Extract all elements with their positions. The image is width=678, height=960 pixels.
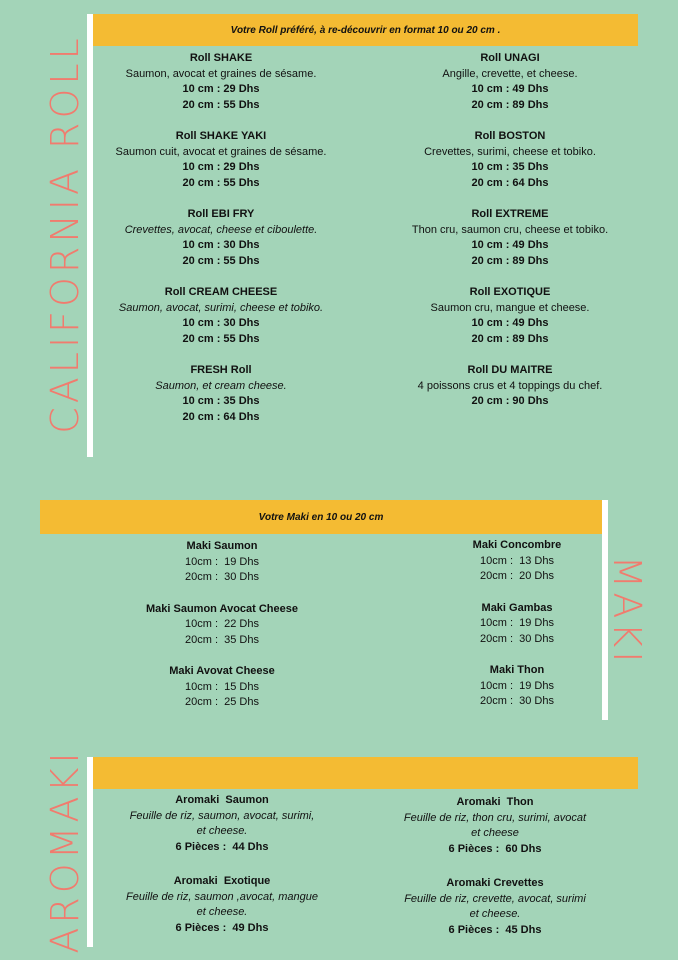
roll-description: 4 poissons crus et 4 toppings du chef.	[417, 379, 603, 392]
aromaki-price: 6 Pièces : 49 Dhs	[175, 921, 269, 934]
aromaki-price: 6 Pièces : 44 Dhs	[175, 840, 269, 853]
roll-description: Crevettes, avocat, cheese et ciboulette.	[124, 223, 318, 236]
roll-price-20cm: 20 cm : 89 Dhs	[471, 332, 549, 345]
roll-name: Roll UNAGI	[480, 52, 540, 64]
roll-name: FRESH Roll	[190, 364, 252, 376]
maki-price-20cm: 20cm : 20 Dhs	[480, 570, 554, 582]
roll-price-20cm: 20 cm : 55 Dhs	[182, 254, 260, 267]
maki-name: Maki Avovat Cheese	[169, 665, 275, 677]
roll-item	[102, 51, 340, 129]
roll-description: Angille, crevette, et cheese.	[442, 67, 578, 80]
maki-right-column	[417, 538, 617, 726]
roll-price-20cm: 20 cm : 55 Dhs	[182, 98, 260, 111]
aromaki-description: Feuille de riz, saumon, avocat, surimi,	[129, 809, 315, 822]
maki-price-20cm: 20cm : 30 Dhs	[480, 632, 554, 645]
aromaki-item	[112, 793, 332, 874]
maki-price-20cm: 20cm : 35 Dhs	[185, 633, 259, 646]
aromaki-left-column	[112, 793, 332, 955]
maki-item	[122, 539, 322, 602]
aromaki-description-cont: et cheese.	[469, 908, 521, 920]
maki-item	[417, 663, 617, 726]
roll-price-10cm: 10 cm : 49 Dhs	[471, 317, 549, 329]
roll-description: Crevettes, surimi, cheese et tobiko.	[424, 145, 596, 158]
aromaki-item	[385, 876, 605, 957]
maki-price-10cm: 10cm : 19 Dhs	[185, 555, 259, 568]
aromaki-description: Feuille de riz, thon cru, surimi, avocat	[403, 811, 587, 824]
roll-name: Roll DU MAITRE	[467, 364, 553, 376]
roll-price-10cm: 10 cm : 29 Dhs	[182, 83, 260, 95]
aromaki-name: Aromaki Exotique	[173, 875, 271, 887]
maki-name: Maki Concombre	[472, 539, 562, 551]
roll-name: Roll EBI FRY	[187, 208, 255, 220]
roll-item	[385, 207, 635, 285]
roll-price-20cm: 20 cm : 89 Dhs	[471, 254, 549, 267]
roll-name: Roll SHAKE	[189, 52, 253, 64]
maki-name: Maki Thon	[489, 664, 545, 676]
aromaki-banner	[93, 757, 638, 789]
roll-name: Roll BOSTON	[474, 130, 546, 142]
maki-price-20cm: 20cm : 30 Dhs	[480, 695, 554, 707]
maki-price-20cm: 20cm : 25 Dhs	[185, 696, 259, 708]
maki-price-10cm: 10cm : 15 Dhs	[185, 680, 259, 693]
maki-price-20cm: 20cm : 30 Dhs	[185, 571, 259, 583]
maki-name: Maki Saumon	[186, 540, 258, 552]
aromaki-price: 6 Pièces : 60 Dhs	[448, 842, 542, 855]
aromaki-price: 6 Pièces : 45 Dhs	[448, 923, 542, 936]
roll-price-20cm: 20 cm : 64 Dhs	[182, 410, 260, 423]
maki-item	[122, 664, 322, 727]
aromaki-name: Aromaki Crevettes	[446, 877, 544, 889]
maki-name: Maki Gambas	[481, 601, 553, 614]
roll-item	[102, 129, 340, 207]
roll-description: Saumon cru, mangue et cheese.	[430, 301, 590, 314]
aromaki-description: Feuille de riz, crevette, avocat, surimi	[404, 892, 586, 905]
roll-price-10cm: 10 cm : 49 Dhs	[471, 83, 549, 95]
aromaki-description-cont: et cheese	[471, 827, 519, 839]
california-banner-text: Votre Roll préféré, à re-découvrir en format 10 ou 20 cm .	[230, 24, 501, 36]
aromaki-right-column	[385, 795, 605, 957]
roll-description: Thon cru, saumon cru, cheese et tobiko.	[411, 223, 609, 236]
maki-banner-text: Votre Maki en 10 ou 20 cm	[258, 511, 384, 523]
aromaki-description: Feuille de riz, saumon ,avocat, mangue	[126, 890, 318, 903]
roll-item	[385, 363, 635, 441]
roll-price-10cm: 10 cm : 35 Dhs	[471, 161, 549, 173]
roll-price-10cm: 10 cm : 35 Dhs	[182, 395, 260, 407]
roll-description: Saumon, et cream cheese.	[155, 379, 287, 392]
roll-item	[102, 363, 340, 441]
california-title: CALIFORNIA ROLL	[43, 34, 87, 434]
maki-left-column	[122, 539, 322, 727]
california-right-column	[385, 51, 635, 441]
maki-item	[417, 601, 617, 664]
maki-title: MAKI	[605, 555, 649, 667]
aromaki-title: AROMAKI	[43, 748, 87, 954]
roll-price-10cm: 10 cm : 29 Dhs	[182, 161, 260, 173]
aromaki-name: Aromaki Saumon	[175, 794, 269, 806]
roll-price-20cm: 20 cm : 64 Dhs	[471, 176, 549, 189]
maki-name: Maki Saumon Avocat Cheese	[145, 602, 298, 615]
california-divider	[87, 14, 93, 457]
roll-price-10cm: 10 cm : 49 Dhs	[471, 239, 549, 251]
roll-item	[385, 285, 635, 363]
maki-price-10cm: 10cm : 19 Dhs	[480, 617, 554, 629]
maki-item	[417, 538, 617, 601]
roll-item	[385, 129, 635, 207]
california-banner	[93, 14, 638, 46]
maki-price-10cm: 10cm : 22 Dhs	[185, 618, 259, 630]
aromaki-name: Aromaki Thon	[456, 796, 534, 808]
maki-price-10cm: 10cm : 19 Dhs	[480, 679, 554, 692]
aromaki-item	[385, 795, 605, 876]
roll-price-10cm: 10 cm : 30 Dhs	[182, 239, 260, 251]
roll-item	[102, 207, 340, 285]
aromaki-description-cont: et cheese.	[196, 906, 248, 918]
aromaki-description-cont: et cheese.	[196, 825, 248, 837]
maki-item	[122, 602, 322, 665]
roll-price-20cm: 20 cm : 55 Dhs	[182, 332, 260, 345]
roll-name: Roll SHAKE YAKI	[175, 130, 267, 142]
roll-item	[385, 51, 635, 129]
roll-description: Saumon, avocat et graines de sésame.	[125, 67, 317, 80]
roll-description: Saumon cuit, avocat et graines de sésame.	[115, 145, 327, 158]
roll-price-10cm: 10 cm : 30 Dhs	[182, 317, 260, 329]
aromaki-item	[112, 874, 332, 955]
roll-name: Roll EXTREME	[471, 208, 549, 220]
roll-name: Roll EXOTIQUE	[469, 286, 551, 298]
maki-price-10cm: 10cm : 13 Dhs	[480, 554, 554, 567]
roll-description: Saumon, avocat, surimi, cheese et tobiko.	[118, 301, 324, 314]
roll-name: Roll CREAM CHEESE	[164, 286, 278, 298]
roll-item	[102, 285, 340, 363]
california-left-column	[102, 51, 340, 441]
roll-price-20cm: 20 cm : 90 Dhs	[471, 395, 549, 407]
maki-banner	[40, 500, 602, 534]
roll-price-20cm: 20 cm : 55 Dhs	[182, 176, 260, 189]
roll-price-20cm: 20 cm : 89 Dhs	[471, 98, 549, 111]
